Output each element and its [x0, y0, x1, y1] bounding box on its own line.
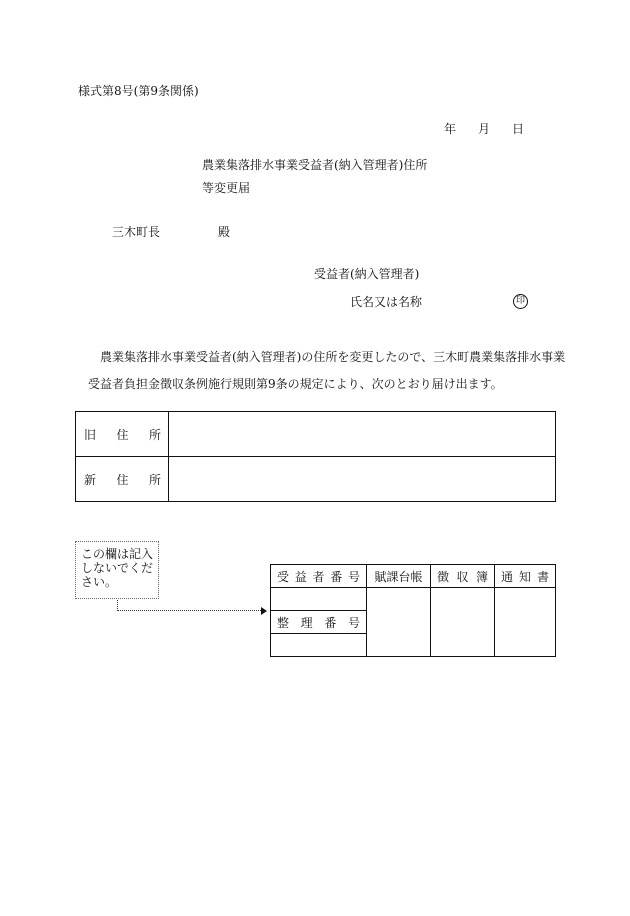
- assessment-ledger-header: 賦課台帳: [367, 565, 431, 588]
- new-address-row: [76, 457, 556, 502]
- date-year-label: 年: [444, 122, 457, 136]
- beneficiary-number-field[interactable]: [271, 588, 367, 611]
- notice-header: 通 知 書: [495, 565, 556, 588]
- beneficiary-number-header: 受 益 者 番 号: [271, 565, 367, 588]
- address-table: [75, 411, 556, 502]
- date-day-label: 日: [512, 122, 525, 136]
- office-use-note: この欄は記入しないでください。: [75, 541, 159, 599]
- office-header-row: [271, 565, 556, 588]
- name-label: 氏名又は名称: [350, 295, 423, 309]
- new-address-label: 新 住 所: [76, 457, 169, 502]
- body-text: 農業集落排水事業受益者(納入管理者)の住所を変更したので、三木町農業集落排水事業受益者負担金徴収条例施行規則第9条の規定により、次のとおり届け出ます。: [88, 350, 566, 391]
- new-address-field[interactable]: [169, 457, 556, 502]
- arrow-right-icon: [261, 607, 267, 615]
- assessment-ledger-field[interactable]: [367, 588, 431, 657]
- body-paragraph: [88, 344, 568, 398]
- addressee-honorific: 殿: [218, 225, 231, 239]
- note-arrow-line-horizontal: [117, 610, 261, 611]
- document-title-line2: 等変更届: [202, 181, 251, 195]
- collection-book-header: 徴 収 簿: [431, 565, 495, 588]
- old-address-row: [76, 412, 556, 457]
- document-title-line1: 農業集落排水事業受益者(納入管理者)住所: [202, 158, 428, 172]
- old-address-field[interactable]: [169, 412, 556, 457]
- date-month-label: 月: [478, 122, 491, 136]
- form-number: 様式第8号(第9条関係): [78, 84, 199, 98]
- addressee-name: 三木町長: [112, 225, 161, 239]
- old-address-label: 旧 住 所: [76, 412, 169, 457]
- beneficiary-label: 受益者(納入管理者): [314, 267, 420, 281]
- collection-book-field[interactable]: [431, 588, 495, 657]
- office-use-table: [270, 564, 556, 657]
- date-line: [444, 123, 524, 135]
- management-number-label: 整 理 番 号: [271, 611, 367, 634]
- notice-field[interactable]: [495, 588, 556, 657]
- management-number-field[interactable]: [271, 634, 367, 657]
- seal-mark: 印: [513, 294, 528, 309]
- office-row-beneficiary-value: [271, 588, 556, 611]
